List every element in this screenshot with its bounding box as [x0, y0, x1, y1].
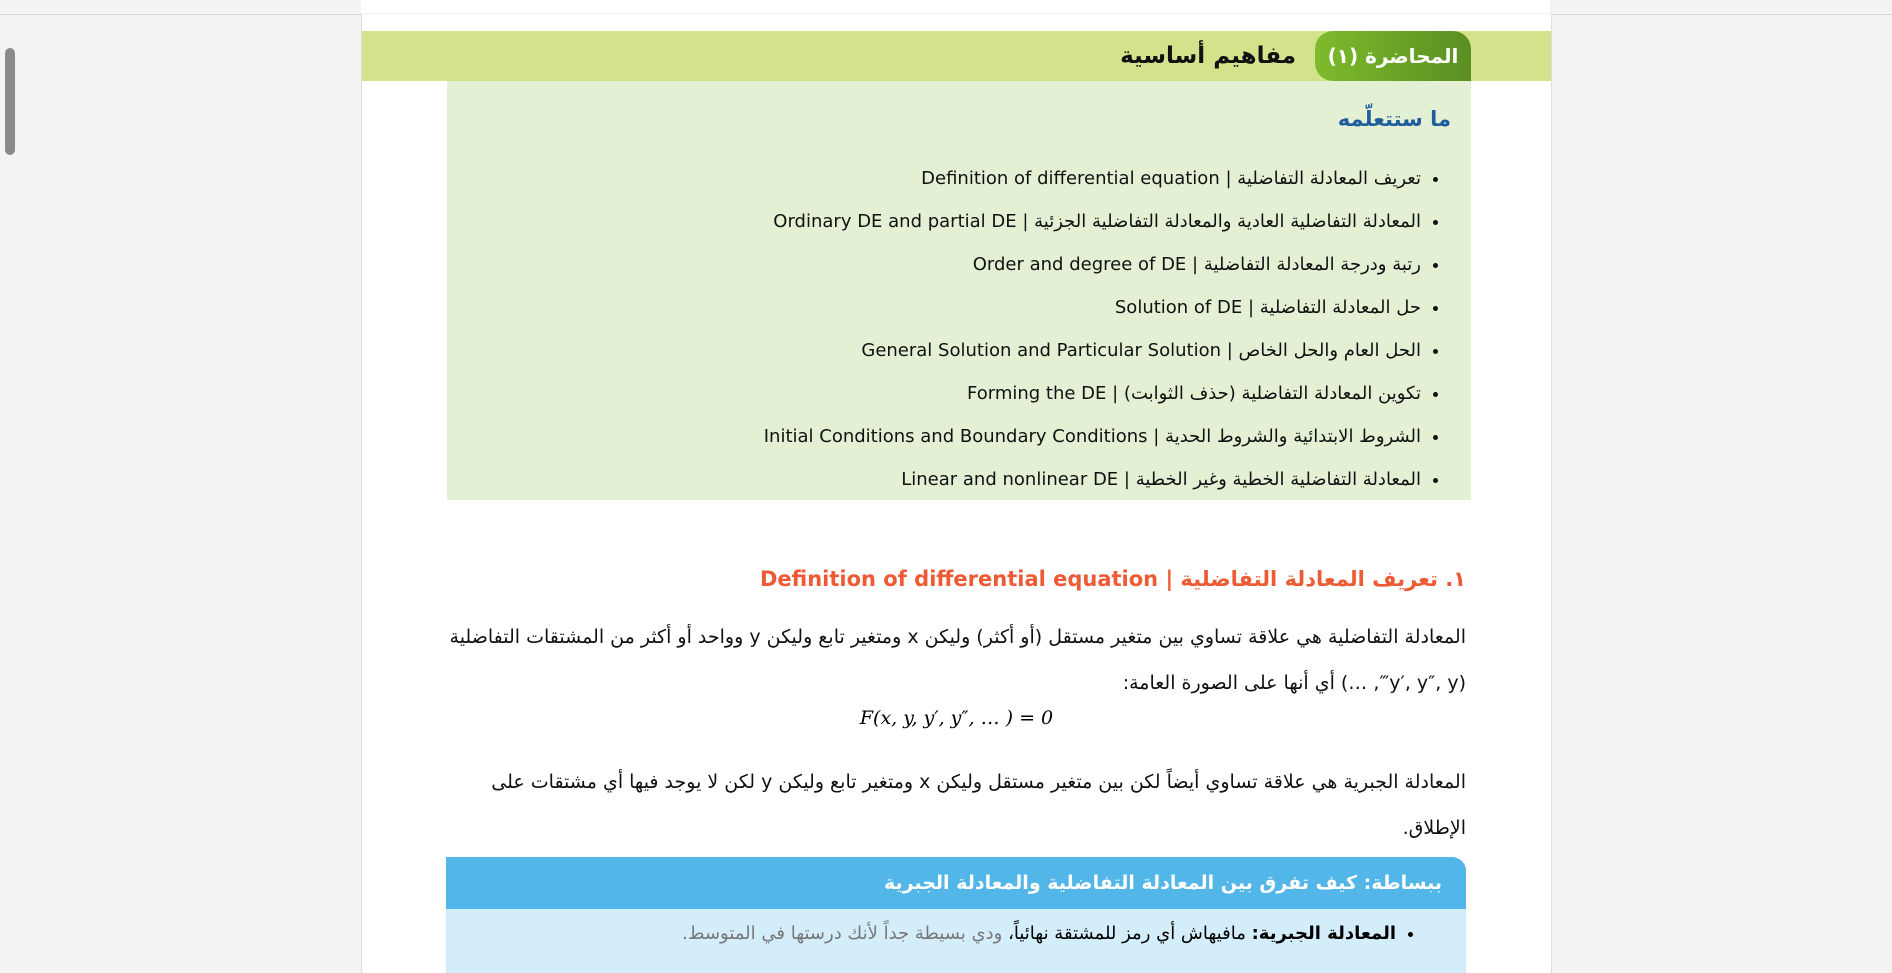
simply-callout — [446, 857, 1466, 973]
document-page — [361, 14, 1552, 973]
item-text-gray: ودي بسيطة جداً لأنك درستها في المتوسط. — [682, 923, 1003, 944]
list-item: • الحل العام والحل الخاص | General Solution and Particular Solution — [764, 329, 1421, 372]
list-item — [446, 923, 1396, 944]
list-item: • المعادلة التفاضلية الخطية وغير الخطية | Linear and nonlinear DE — [764, 458, 1421, 501]
item-text: مافيهاش أي رمز للمشتقة نهائياً، — [1008, 923, 1246, 944]
list-item: • رتبة ودرجة المعادلة التفاضلية | Order and degree of DE — [764, 243, 1421, 286]
objectives-list — [764, 157, 1443, 501]
learning-objectives-box — [447, 81, 1471, 500]
section-heading: ١. تعريف المعادلة التفاضلية | Definition of differential equation — [759, 567, 1466, 591]
list-item: • تكوين المعادلة التفاضلية (حذف الثوابت) | Forming the DE — [764, 372, 1421, 415]
ruler-page-area — [361, 0, 1550, 13]
paragraph-definition: المعادلة التفاضلية هي علاقة تساوي بين متغير مستقل (أو أكثر) وليكن x ومتغير تابع وليكن y وواحد أو أكثر من المشتقات التفاضلية (y′, y″, y‴, …) أي أنها على الصورة العامة: — [449, 626, 1466, 694]
formula: F(x, y, y′, y″, … ) = 0 — [859, 707, 1054, 729]
list-item: • الشروط الابتدائية والشروط الحدية | Initial Conditions and Boundary Conditions — [764, 415, 1421, 458]
paragraph-algebraic: المعادلة الجبرية هي علاقة تساوي أيضاً لكن بين متغير مستقل وليكن x ومتغير تابع وليكن y لكن لا يوجد فيها أي مشتقات على الإطلاق. — [491, 771, 1466, 839]
lecture-tab: المحاضرة (١) — [1315, 31, 1471, 81]
callout-heading: ببساطة: كيف تفرق بين المعادلة التفاضلية والمعادلة الجبرية — [446, 857, 1466, 909]
ruler[interactable] — [0, 0, 1892, 15]
list-item: • تعريف المعادلة التفاضلية | Definition of differential equation — [764, 157, 1421, 200]
vertical-scrollbar[interactable] — [5, 48, 15, 155]
objectives-heading: ما ستتعلّمه — [1337, 107, 1451, 131]
list-item: • المعادلة التفاضلية العادية والمعادلة التفاضلية الجزئية | Ordinary DE and partial DE — [764, 200, 1421, 243]
page-title: مفاهيم أساسية — [1120, 43, 1296, 69]
list-item: • حل المعادلة التفاضلية | Solution of DE — [764, 286, 1421, 329]
item-label: المعادلة الجبرية: — [1251, 923, 1396, 944]
